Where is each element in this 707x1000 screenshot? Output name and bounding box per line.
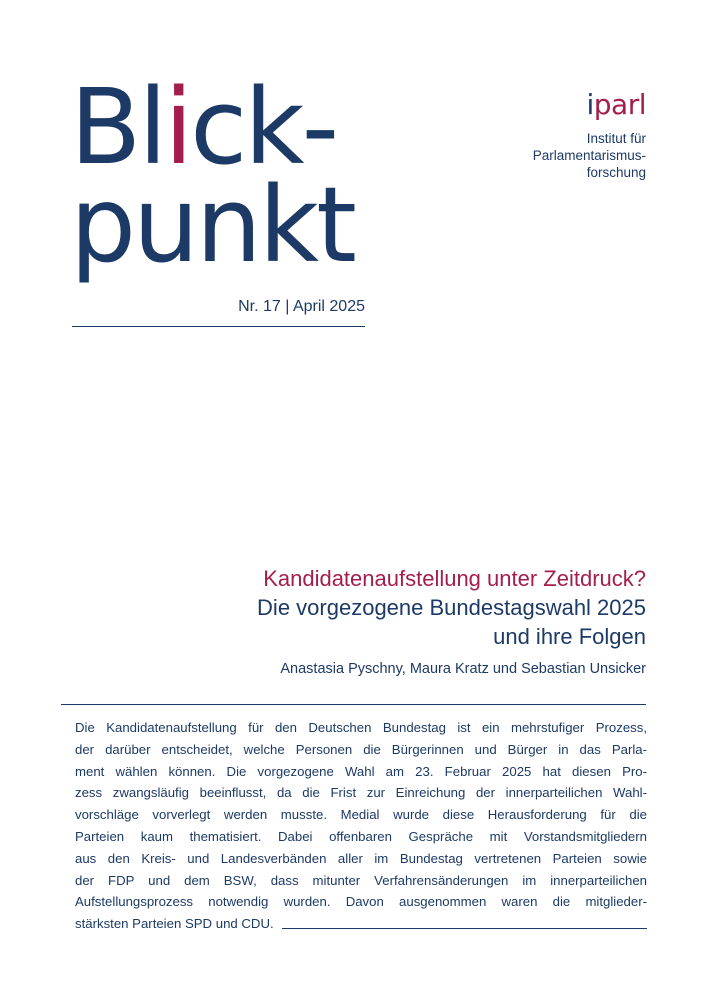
institute-name-line: forschung [586,165,646,180]
top-divider [72,326,365,327]
abstract-line: aus den Kreis- und Landesverbänden aller im Bundestag vertretenen Parteien sowie [75,850,647,866]
masthead-line-1-start: Bl [70,66,165,188]
middle-divider [61,704,646,705]
logo-mark-i: i [586,88,594,121]
masthead-title [70,66,370,286]
title-line-3: und ihre Folgen [493,624,646,649]
abstract-line: Aufstellungsprozess notwendig wurden. Davon ausgenommen waren die mitglieder- [75,894,647,910]
abstract-line: Die Kandidatenaufstellung für den Deutschen Bundestag ist ein mehrstufiger Prozess, [75,720,647,735]
abstract-paragraph [75,717,647,935]
abstract-line: Parteien kaum thematisiert. Dabei offenbaren Gespräche mit Vorstandsmitgliedern [75,828,647,844]
logo-mark-rest: parl [593,88,646,121]
title-line-2: Die vorgezogene Bundestagswahl 2025 [257,595,646,620]
abstract-line: ment wählen können. Die vorgezogene Wahl am 23. Februar 2025 hat diesen Pro- [75,763,647,779]
title-line-1: Kandidatenaufstellung unter Zeitdruck? [263,566,646,591]
iparl-logo-mark [533,90,646,120]
masthead-accent-letter: i [164,66,191,188]
authors: Anastasia Pyschny, Maura Kratz und Sebastian Unsicker [280,661,646,677]
end-rule [282,928,647,929]
institute-name-line: Institut für [586,131,646,146]
document-title-block [66,564,646,679]
abstract-line: zess zwangsläufig beeinflusst, da die Frist zur Einreichung der innerparteilichen Wahl- [75,785,647,801]
institute-name [533,130,646,181]
masthead-line-1 [70,66,370,188]
abstract-line: stärksten Parteien SPD und CDU. [75,916,274,932]
abstract-line: vorschläge vorverlegt werden musste. Medial wurde diese Herausforderung für die [75,807,647,823]
abstract-line: der FDP und dem BSW, dass mitunter Verfahrensänderungen im innerparteilichen [75,872,647,888]
abstract-line: der darüber entscheidet, welche Personen die Bürgerinnen und Bürger in das Parla- [75,741,647,757]
institute-logo [533,90,646,181]
masthead-line-2: punkt [70,164,354,286]
abstract-last-line [75,913,647,935]
institute-name-line: Parlamentarismus- [532,148,646,163]
issue-number: Nr. 17 | April 2025 [238,298,365,315]
masthead-line-1-end: ck- [190,66,337,188]
